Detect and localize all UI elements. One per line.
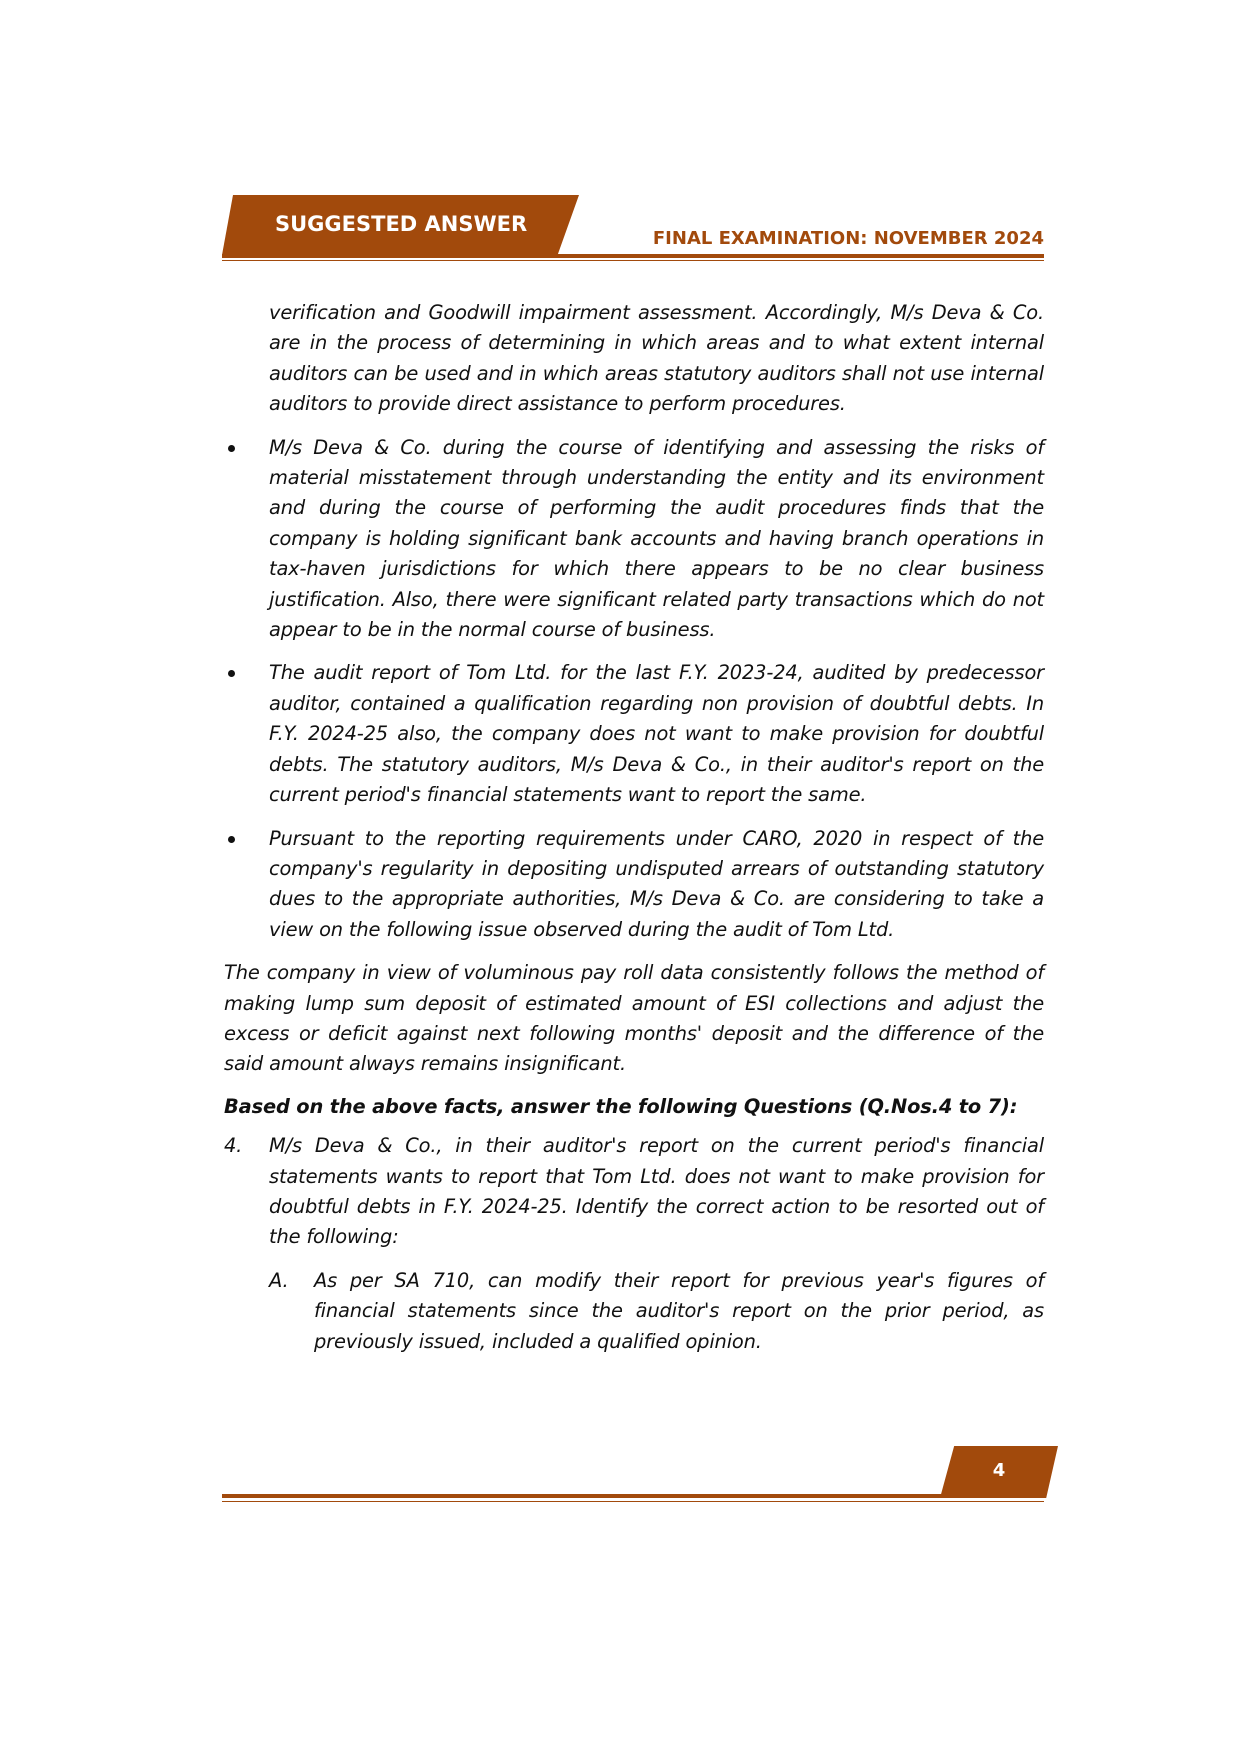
question-text: M/s Deva & Co., in their auditor's report on the current period's financial statements wants to report that Tom Ltd. does not want to make provision for doubtful debts in F.Y. 2024-25. Identify the correct action to be resorted out of the following: bbox=[269, 1134, 1044, 1249]
option-text: As per SA 710, can modify their report for previous year's figures of financial statements since the auditor's report on the prior period, as previously issued, included a qualified opinion. bbox=[314, 1268, 1044, 1353]
bullet-item bbox=[224, 824, 1044, 946]
bullet-item bbox=[224, 658, 1044, 810]
bullet-text: The audit report of Tom Ltd. for the last F.Y. 2023-24, audited by predecessor auditor, contained a qualification regarding non provision of doubtful debts. In F.Y. 2024-25 also, the company does not want to make provision for doubtful debts. The statutory auditors, M/s Deva & Co., in their auditor's report on the current period's financial statements want to report the same. bbox=[269, 661, 1044, 807]
header-divider-thin bbox=[222, 260, 1044, 261]
questions-heading: Based on the above facts, answer the following Questions (Q.Nos.4 to 7): bbox=[224, 1094, 1018, 1118]
option-label: A. bbox=[269, 1268, 289, 1292]
bullet-item bbox=[224, 433, 1044, 646]
bullet-text: M/s Deva & Co. during the course of identifying and assessing the risks of material misstatement through understanding the entity and its environment and during the course of performing the audit procedures finds that the company is holding significant bank accounts and having branch operations in tax-haven jurisdictions for which there appears to be no clear business justification. Also, there were significant related party transactions which do not appear to be in the normal course of business. bbox=[269, 435, 1044, 642]
header-divider bbox=[222, 254, 1044, 258]
bullet-icon bbox=[228, 445, 235, 452]
bullet-icon bbox=[228, 836, 235, 843]
footer-divider-thin bbox=[222, 1501, 1044, 1502]
facts-paragraph: The company in view of voluminous pay roll data consistently follows the method of making lump sum deposit of estimated amount of ESI collections and adjust the excess or deficit against next following months' deposit and the difference of the said amount always remains insignificant. bbox=[224, 961, 1044, 1076]
footer-divider bbox=[222, 1494, 992, 1498]
bullet-text: Pursuant to the reporting requirements under CARO, 2020 in respect of the company's regularity in depositing undisputed arrears of outstanding statutory dues to the appropriate authorities, M/s Deva & Co. are considering to take a view on the following issue observed during the audit of Tom Ltd. bbox=[269, 826, 1044, 941]
header-tab-label: SUGGESTED ANSWER bbox=[275, 212, 528, 236]
exam-title: FINAL EXAMINATION: NOVEMBER 2024 bbox=[652, 228, 1044, 249]
page-content bbox=[224, 298, 1044, 1357]
question-number: 4. bbox=[224, 1134, 243, 1158]
question-item bbox=[224, 1131, 1044, 1253]
bullet-icon bbox=[228, 670, 235, 677]
option-item bbox=[224, 1266, 1044, 1357]
page-number: 4 bbox=[992, 1460, 1006, 1481]
continuation-paragraph: verification and Goodwill impairment assessment. Accordingly, M/s Deva & Co. are in the process of determining in which areas and to what extent internal auditors can be used and in which areas statutory auditors shall not use internal auditors to provide direct assistance to perform procedures. bbox=[269, 301, 1044, 416]
